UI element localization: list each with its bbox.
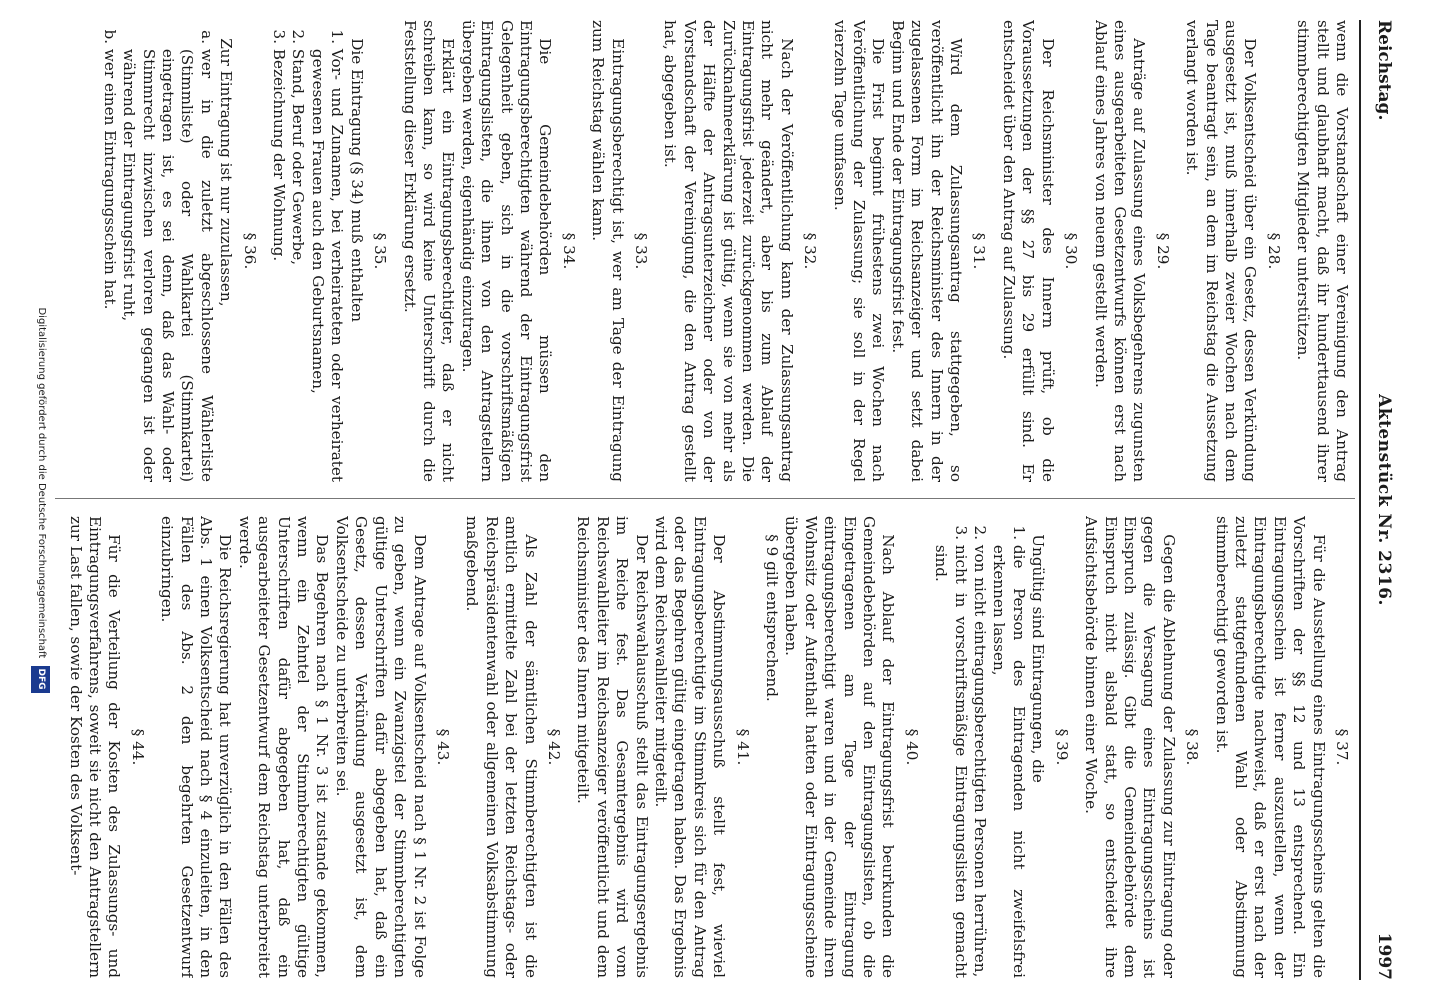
list-item: a. wer in die zuletzt abgeschlossene Wählerliste (Stimmliste) oder Wahlkartei (Stimmkartei) eingetragen ist, es sei denn, daß das Wahl- oder Stimmrecht inzwischen verloren gegangen ist oder während der Eintragungsfrist ruht, [119,49,216,482]
paragraph: Nach Ablauf der Eintragungsfrist beurkunden die Gemeindebehörden auf den Eintragungslisten, ob die Eingetragenen am Tage der Eintragung eintragungsberechtigt waren und in der Gemeinde ihren Wohnsitz oder Aufenthalt hatten oder Eintragungsscheine übergeben haben. [782,516,898,978]
section-heading: § 44. [128,728,147,766]
section-heading: § 42. [544,728,563,766]
paragraph: Zur Eintragung ist nur zuzulassen, [217,38,236,307]
paragraph: Die Frist beginnt frühestens zwei Wochen nach Veröffentlichung der Zulassung; sie soll in der Regel vierzehn Tage umfassen. [830,20,888,482]
section-heading: § 28. [1264,232,1283,270]
paragraph: Der Reichswahlausschuß stellt das Eintragungsergebnis im Reiche fest. Das Gesamtergebnis wird vom Reichswahlleiter im Reichsanzeiger veröffentlicht und dem Reichsminister des Innern mitgeteilt. [574,516,651,978]
list-item: b. wer einen Eintragungsschein hat. [99,49,118,482]
section-heading: § 31. [970,232,989,270]
paragraph: Nach der Veröffentlichung kann der Zulassungsantrag nicht mehr geändert, aber bis zum Ablauf der Eintragungsfrist jederzeit zurückgenommen werden. Die Zurücknahmeerklärung ist gültig, wenn sie von mehr als der Hälfte der Antragsunterzeichner oder von der Vorstandschaft der Vereinigung, die den Antrag gestellt hat, abgegeben ist. [661,20,796,482]
lettered-list [99,20,215,482]
list-item: 1. Vor- und Zunamen, bei verheirateten oder verheiratet gewesenen Frauen auch den Geburtsnamen, [308,49,347,482]
paragraph: Als Zahl der sämtlichen Stimmberechtigten ist die amtlich ermittelte Zahl bei der letzten Reichstags- oder Reichspräsidentenwahl oder allgemeinen Volksabstimmung maßgebend. [463,516,540,978]
left-column [61,20,1351,482]
list-item: 2. Stand, Beruf oder Gewerbe, [288,49,307,482]
right-column [61,516,1351,978]
page-header [1357,20,1395,980]
column-divider [55,498,1355,499]
paragraph: Der Abstimmungsausschuß stellt fest, wieviel Eintragungsberechtigte im Stimmkreis sich für den Antrag oder das Begehren gültig eingetragen haben. Das Ergebnis wird dem Reichswahlleiter mitgeteilt. [652,516,729,978]
section-heading: § 37. [1333,728,1351,766]
section-heading: § 41. [733,728,752,766]
paragraph: Gegen die Ablehnung der Zulassung zur Eintragung oder gegen die Versagung eines Eintragungsscheins ist Einspruch zulässig. Gibt die Gemeindebehörde dem Einspruch nicht alsbald statt, so entscheidet ihre Aufsichtsbehörde binnen einer Woche. [1082,516,1178,978]
paragraph: Anträge auf Zulassung eines Volksbegehrens zugunsten eines ausgearbeiteten Gesetzentwurfs können erst nach Ablauf eines Jahres von neuem gestellt werden. [1091,20,1149,482]
section-heading: § 40. [902,728,921,766]
paragraph: Eintragungsberechtigt ist, wer am Tage der Eintragung zum Reichstag wählen kann. [589,20,627,482]
list-item: 2. von nicht eintragungsberechtigten Personen herrühren, [970,545,989,978]
section-heading: § 38. [1183,728,1202,766]
digitization-credit [31,20,51,980]
header-left: Reichstag. [1374,20,1394,121]
header-rule [1359,20,1361,980]
section-heading: § 43. [433,728,452,766]
section-heading: § 32. [801,232,820,270]
paragraph: Ungültig sind Eintragungen, die [1029,534,1048,783]
paragraph: wenn die Vorstandschaft einer Vereinigung den Antrag stellt und glaubhaft macht, daß ihr hunderttausend ihrer stimmberechtigten Mitglieder unterstützen. [1294,20,1351,482]
paragraph: Für die Ausstellung eines Eintragungsscheins gelten die Vorschriften der §§ 12 und 13 entsprechend. Ein Eintragungsschein ist ferner auszustellen, wenn der Eintragungsberechtigte nachweist, daß er erst nach der zuletzt stattgefundenen Wahl oder Abstimmung stimmberechtigt geworden ist. [1212,516,1328,978]
paragraph: Für die Verteilung der Kosten des Zulassungs- und Eintragungsverfahrens, soweit sie nicht den Antragstellern zur Last fallen, sowie der Kosten des Volksent- [66,516,124,978]
document-page [36,20,1395,980]
paragraph: Das Begehren nach § 1 Nr. 3 ist zustande gekommen, wenn ein Zehntel der Stimmberechtigten gültige Unterschriften dafür abgegeben hat, daß ein ausgearbeiteter Gesetzentwurf dem Reichstag unterbreitet werde. [235,516,332,978]
list-item: 1. die Person des Eintragenden nicht zweifelsfrei erkennen lassen, [989,545,1028,978]
paragraph: Die Reichsregierung hat unverzüglich in den Fällen des Abs. 1 einen Volksentscheid nach § 4 einzuleiten, in den Fällen des Abs. 2 den begehrten Gesetzentwurf einzubringen. [158,516,235,978]
dfg-logo-badge: DFG [31,666,50,693]
section-heading: § 34. [559,232,578,270]
numbered-list [269,20,347,482]
page-number: 1997 [1374,932,1394,980]
numbered-list [931,516,1028,978]
section-heading: § 35. [371,232,390,270]
list-item: 3. nicht in vorschriftsmäßige Eintragungslisten gemacht sind. [931,545,970,978]
paragraph: Die Eintragung (§ 34) muß enthalten [347,38,366,323]
paragraph: Dem Antrage auf Volksentscheid nach § 1 Nr. 2 ist Folge zu geben, wenn ein Zwanzigstel der Stimmberechtigten gültige Unterschriften dafür abgegeben hat, daß ein Gesetz, dessen Verkündung ausgesetzt ist, dem Volksentscheide zu unterbreiten sei. [332,516,429,978]
paragraph: § 9 gilt entsprechend. [763,534,782,702]
section-heading: § 33. [632,232,650,270]
credit-text: Digitalisierung gefördert durch die Deutsche Forschungsgemeinschaft [36,307,47,659]
header-title: Aktenstück Nr. 2316. [1374,394,1394,606]
paragraph: Der Reichsminister des Innern prüft, ob die Voraussetzungen der §§ 27 bis 29 erfüllt sind. Er entscheidet über den Antrag auf Zulassung. [999,20,1057,482]
paragraph: Der Volksentscheid über ein Gesetz, dessen Verkündung ausgesetzt ist, muß innerhalb zweier Wochen nach dem Tage beantragt sein, an dem im Reichstag die Aussetzung verlangt worden ist. [1183,20,1260,482]
section-heading: § 29. [1153,232,1172,270]
paragraph: Die Gemeindebehörden müssen den Eintragungsberechtigten während der Eintragungsfrist Gelegenheit geben, sich in die vorschriftsmäßigen Eintragungslisten, die ihnen von den Antragstellern übergeben werden, eigenhändig einzutragen. [458,20,555,482]
section-heading: § 30. [1062,232,1081,270]
paragraph: Wird dem Zulassungsantrag stattgegeben, so veröffentlicht ihn der Reichsminister des Innern in der zugelassenen Form im Reichsanzeiger und setzt dabei Beginn und Ende der Eintragungsfrist fest. [888,20,966,482]
paragraph: Erklärt ein Eintragungsberechtigter, daß er nicht schreiben kann, so wird keine Unterschrift durch die Feststellung dieser Erklärung ersetzt. [400,20,458,482]
list-item: 3. Bezeichnung der Wohnung. [269,49,288,482]
section-heading: § 39. [1052,728,1071,766]
section-heading: § 36. [240,232,259,270]
